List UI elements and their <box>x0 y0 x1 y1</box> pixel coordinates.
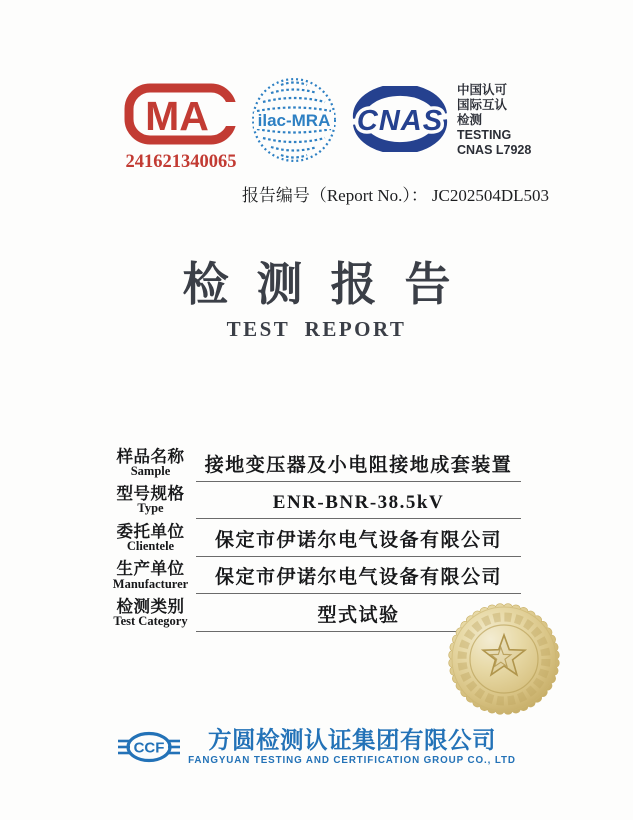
certification-group-footer <box>0 726 633 768</box>
field-label-zh: 生产单位 <box>116 559 185 579</box>
field-label <box>105 519 196 557</box>
field-label-en: Clientele <box>126 539 175 554</box>
accreditation-line: TESTING <box>457 128 512 142</box>
report-number-value: JC202504DL503 <box>431 186 549 205</box>
form-row <box>105 482 521 520</box>
svg-text:MA: MA <box>144 93 209 139</box>
page-title: 检测报告 <box>182 259 479 310</box>
report-number-label: 报告编号（Report No.）： <box>241 186 428 205</box>
accreditation-logos-row <box>0 0 633 180</box>
field-value: 保定市伊诺尔电气设备有限公司 <box>196 519 521 557</box>
ilac-mra-logo-icon <box>251 77 337 163</box>
field-label-en: Test Category <box>113 614 188 629</box>
cnas-logo-icon <box>351 86 449 152</box>
field-label-en: Manufacturer <box>112 576 189 591</box>
field-value: 保定市伊诺尔电气设备有限公司 <box>196 557 521 595</box>
gold-foil-seal <box>446 601 562 717</box>
accreditation-text-block <box>457 83 567 158</box>
svg-text:CCF: CCF <box>133 739 165 757</box>
form-row <box>105 519 521 557</box>
footer-company-zh: 方圆检测认证集团有限公司 <box>207 727 496 754</box>
svg-text:ilac-MRA: ilac-MRA <box>257 111 331 130</box>
field-label-zh: 检测类别 <box>116 596 185 616</box>
footer-company-en: FANGYUAN TESTING AND CERTIFICATION GROUP CO., LTD <box>188 754 516 766</box>
cma-certificate-number: 241621340065 <box>125 152 237 172</box>
form-row <box>105 557 521 595</box>
field-label-zh: 型号规格 <box>116 484 185 504</box>
field-value: ENR-BNR-38.5kV <box>196 482 521 520</box>
accreditation-line: 国际互认 <box>457 98 508 112</box>
accreditation-line: 中国认可 <box>457 83 508 97</box>
report-number-line <box>0 181 549 206</box>
field-label-en: Type <box>137 501 164 516</box>
cma-logo-icon <box>124 83 239 145</box>
ccf-logo-icon <box>117 726 181 768</box>
field-label <box>105 594 196 632</box>
svg-text:CNAS: CNAS <box>356 105 444 137</box>
footer-company-name <box>188 728 516 766</box>
page-title-english: TEST REPORT <box>226 317 407 341</box>
field-value: 型式试验 <box>196 594 521 632</box>
field-label <box>105 444 196 482</box>
field-value: 接地变压器及小电阻接地成套装置 <box>196 444 521 482</box>
field-label-zh: 样品名称 <box>116 446 185 466</box>
field-label-en: Sample <box>130 463 171 478</box>
accreditation-line: CNAS L7928 <box>457 143 532 157</box>
accreditation-line: 检测 <box>457 113 483 127</box>
field-label <box>105 482 196 520</box>
cma-mark <box>122 83 240 173</box>
form-row <box>105 444 521 482</box>
field-label <box>105 557 196 595</box>
field-label-zh: 委托单位 <box>116 521 185 541</box>
